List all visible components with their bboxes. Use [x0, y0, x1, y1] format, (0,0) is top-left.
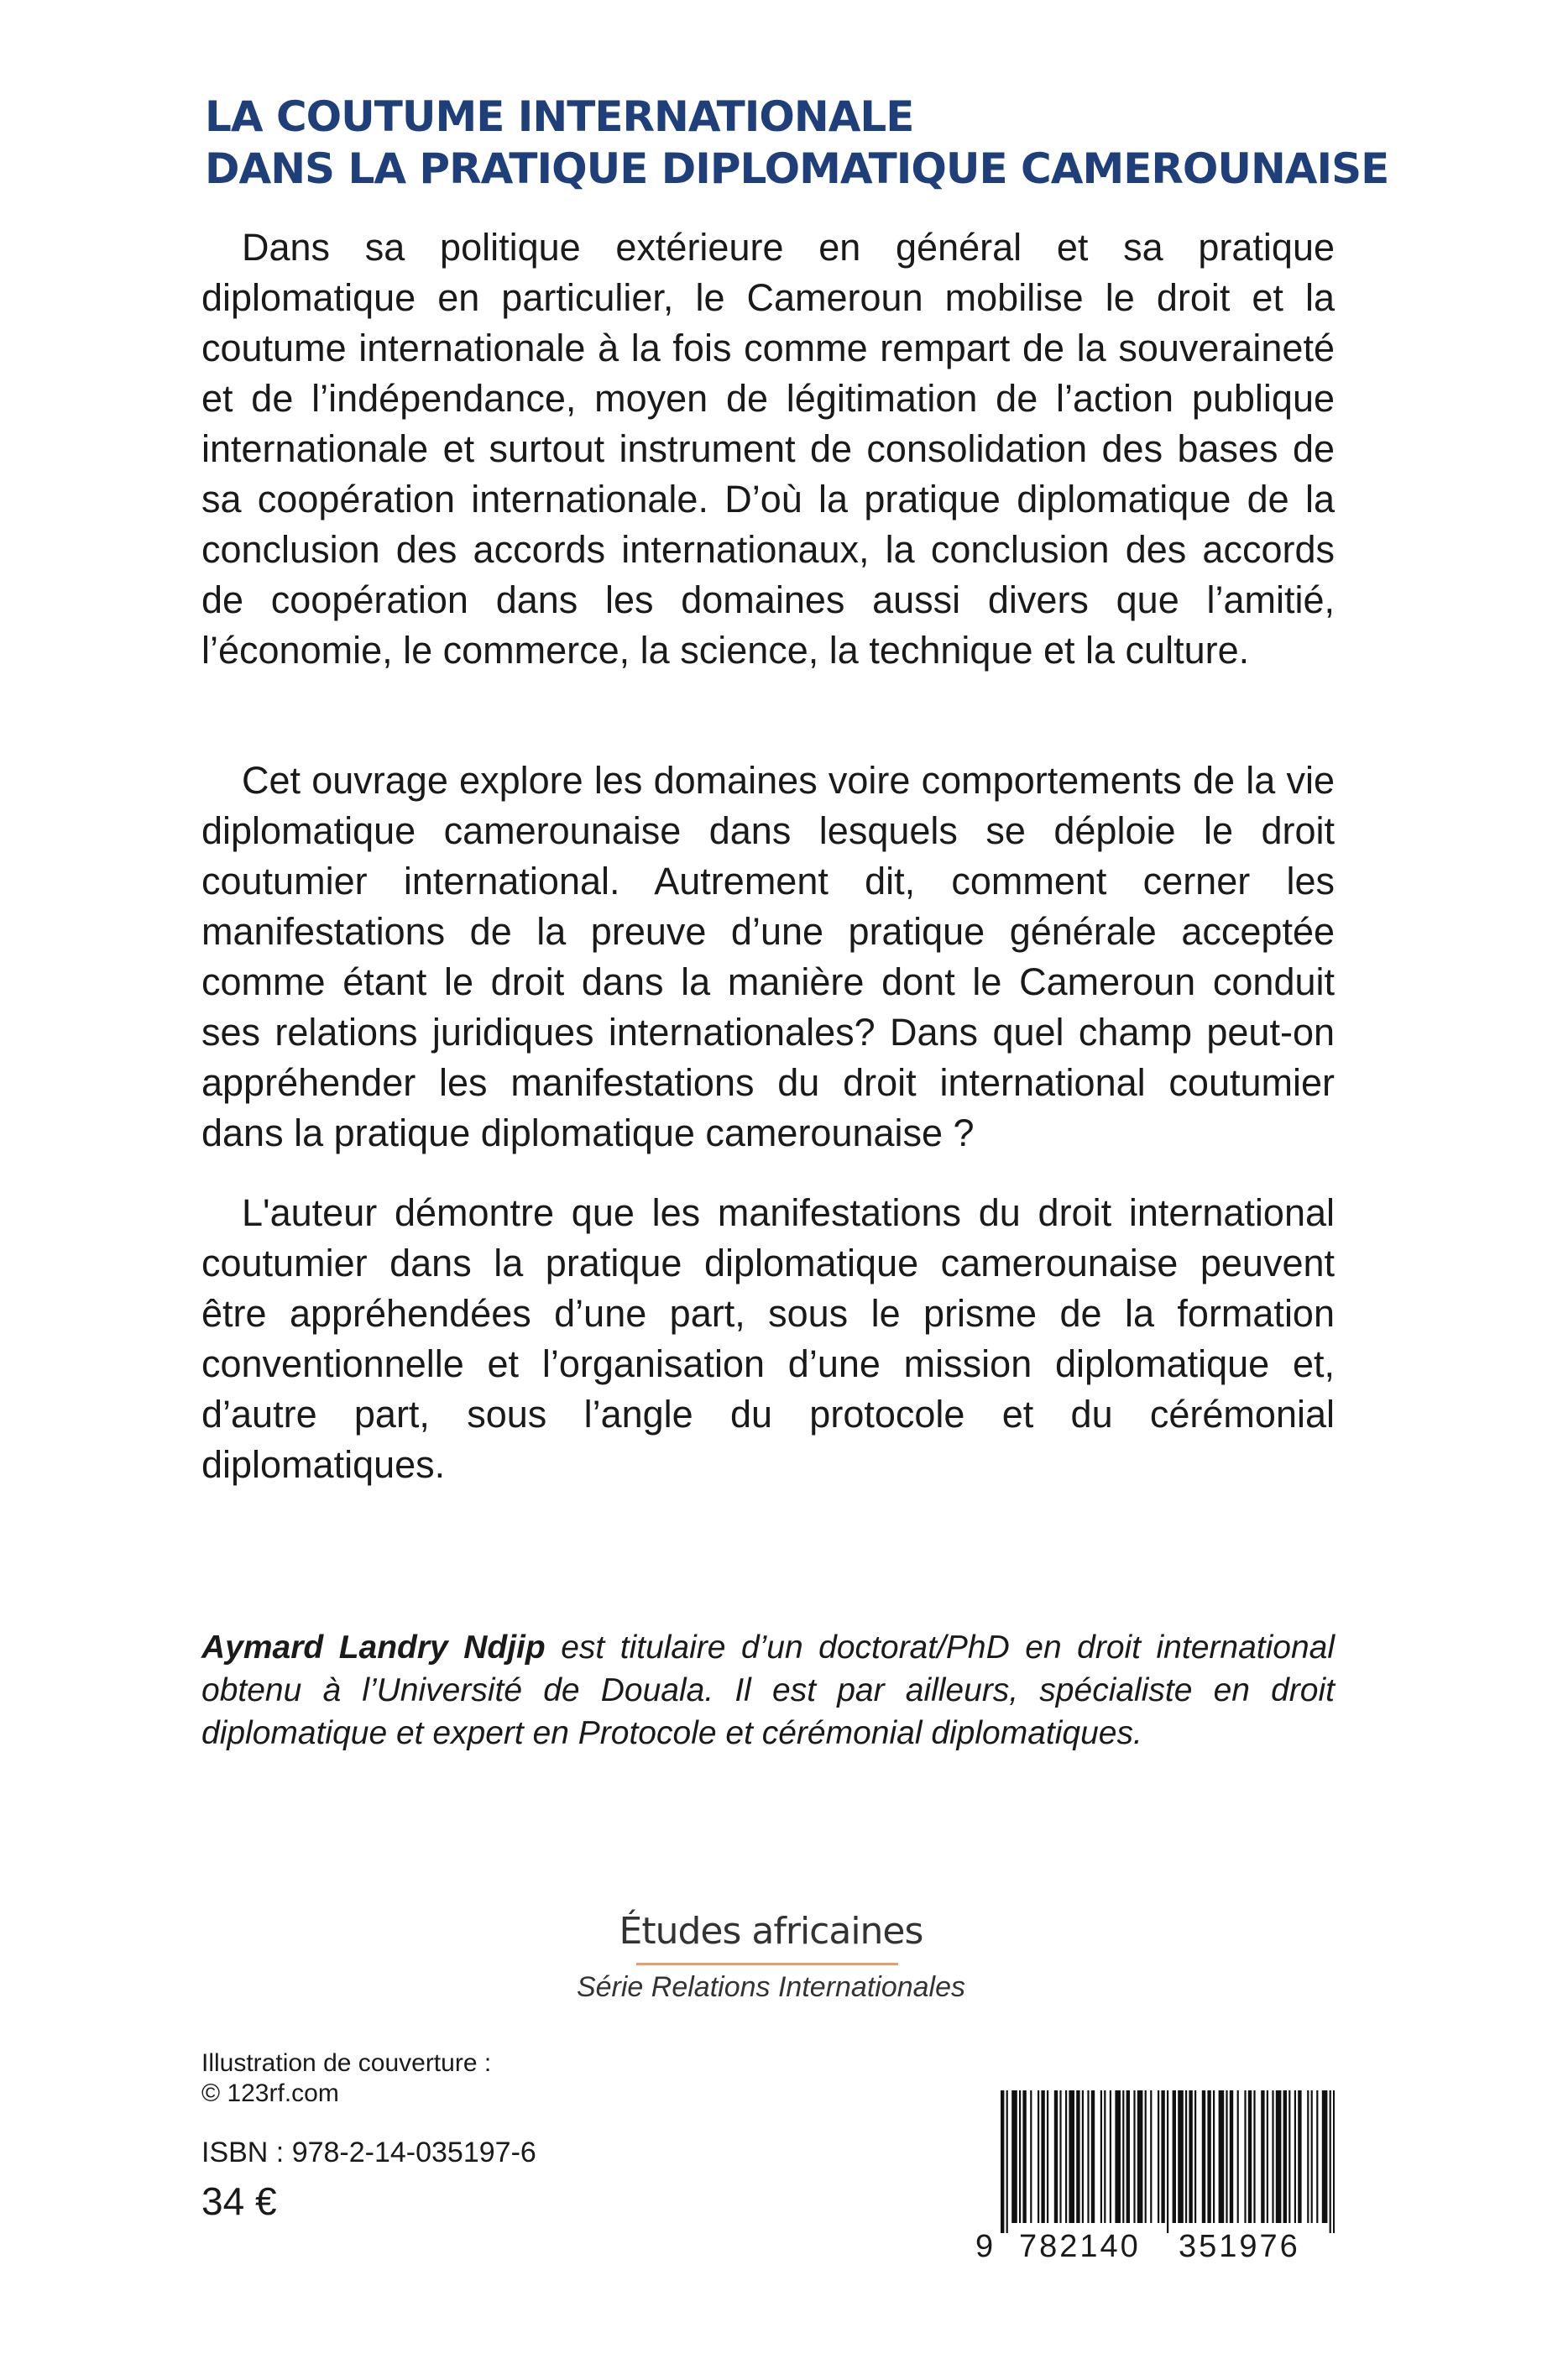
barcode-bar: [1261, 2090, 1264, 2223]
barcode-bar: [1038, 2090, 1039, 2223]
summary-paragraph-1: [201, 222, 1335, 676]
barcode-bar: [1059, 2090, 1061, 2223]
barcode-bar: [1001, 2090, 1004, 2233]
barcode-bar: [1076, 2090, 1079, 2223]
barcode-bar: [1091, 2090, 1095, 2223]
barcode-bar: [1047, 2090, 1048, 2223]
barcode-bar: [1087, 2090, 1089, 2223]
barcode-bar: [1167, 2090, 1168, 2233]
barcode-bar: [1307, 2090, 1309, 2223]
author-name: Aymard Landry Ndjip: [201, 1629, 546, 1666]
isbn: ISBN : 978-2-14-035197-6: [201, 2137, 536, 2168]
barcode-bar: [1100, 2090, 1102, 2223]
barcode-bar: [1069, 2090, 1074, 2223]
barcode-bar: [1213, 2090, 1215, 2223]
cover-credit-source: © 123rf.com: [201, 2079, 339, 2107]
series-subtitle: Série Relations Internationales: [576, 1971, 966, 2003]
barcode-bar: [1194, 2090, 1196, 2223]
barcode-bar: [1298, 2090, 1301, 2223]
barcode-bar: [1202, 2090, 1205, 2223]
barcode-bar: [1011, 2090, 1017, 2223]
barcode-bar: [1150, 2090, 1152, 2223]
title-line-1: LA COUTUME INTERNATIONALE: [205, 92, 914, 141]
barcode-bar: [1082, 2090, 1084, 2223]
author-bio-text: est titulaire d’un doctorat/PhD en droit international obtenu à l’Université de Douala. Il est par ailleurs, spécialiste en droit diplomatique et expert en Protocole et cérémonial diplomatiques.: [201, 1629, 1335, 1751]
barcode-bar: [1185, 2090, 1187, 2223]
barcode-bar: [1173, 2090, 1176, 2223]
series-divider: [636, 1963, 898, 1965]
barcode-bar: [1288, 2090, 1290, 2223]
barcode-bar: [1230, 2090, 1233, 2223]
paragraph-text: Cet ouvrage explore les domaines voire comportements de la vie diplomatique camerounaise dans lesquels se déploie le droit coutumier international. Autrement dit, comment cerner les manifestations de la preuve d’une pratique générale acceptée comme étant le droit dans la manière dont le Cameroun conduit ses relations juridiques internationales? Dans quel champ peut-on appréhender les manifestations du droit international coutumier dans la pratique diplomatique camerounaise ?: [201, 759, 1335, 1154]
barcode-bar: [1022, 2090, 1026, 2223]
barcode-bar: [1126, 2090, 1130, 2223]
barcode-bar: [1311, 2090, 1313, 2223]
barcode-bar: [1244, 2090, 1246, 2223]
barcode-bar: [1267, 2090, 1268, 2223]
barcode-bar: [1207, 2090, 1210, 2223]
barcode-bar: [1272, 2090, 1273, 2223]
barcode-bar: [1248, 2090, 1252, 2223]
book-title: [205, 91, 1389, 195]
barcode: [999, 2090, 1335, 2233]
paragraph-text: L'auteur démontre que les manifestations du droit international coutumier dans la pratique diplomatique camerounaise peuvent être appréhendées d’une part, sous le prisme de la formation conventionnelle et l’organisation d’une mission diplomatique et, d’autre part, sous l’angle du protocole et du cérémonial diplomatiques.: [201, 1191, 1335, 1486]
barcode-bar: [1333, 2090, 1335, 2233]
barcode-bar: [1226, 2090, 1227, 2223]
barcode-bar: [1115, 2090, 1121, 2223]
barcode-digit-first: 9: [975, 2229, 996, 2264]
barcode-bar: [1276, 2090, 1282, 2223]
barcode-bar: [1283, 2090, 1287, 2223]
barcode-digits-right: 351976: [1179, 2229, 1300, 2264]
barcode-bar: [1104, 2090, 1106, 2223]
barcode-bar: [1161, 2090, 1164, 2223]
cover-credit: [201, 2048, 491, 2109]
barcode-bar: [1041, 2090, 1044, 2223]
barcode-bar: [1322, 2090, 1328, 2223]
barcode-bar: [1065, 2090, 1067, 2223]
summary-paragraph-3: [201, 1188, 1335, 1490]
paragraph-text: Dans sa politique extérieure en général et sa pratique diplomatique en particulier, le Cameroun mobilise le droit et la coutume internationale à la fois comme rempart de la souveraineté et de l’indépendance, moyen de légitimation de l’action publique internationale et surtout instrument de consolidation des bases de sa coopération internationale. D’où la pratique diplomatique de la conclusion des accords internationaux, la conclusion des accords de coopération dans les domaines aussi divers que l’amitié, l’économie, le commerce, la science, la technique et la culture.: [201, 226, 1335, 672]
author-bio: [201, 1626, 1335, 1755]
barcode-bar: [1030, 2090, 1032, 2223]
barcode-bar: [1330, 2090, 1331, 2233]
barcode-bar: [1219, 2090, 1225, 2223]
summary-paragraph-2: [201, 756, 1335, 1159]
barcode-digits-left: 782140: [1019, 2229, 1141, 2264]
price: 34 €: [201, 2179, 277, 2223]
barcode-bar: [1054, 2090, 1058, 2223]
barcode-bar: [1145, 2090, 1147, 2223]
barcode-bar: [1158, 2090, 1159, 2223]
title-line-2: DANS LA PRATIQUE DIPLOMATIQUE CAMEROUNAISE: [205, 144, 1389, 193]
barcode-bar: [1178, 2090, 1184, 2223]
barcode-bar: [1253, 2090, 1255, 2223]
barcode-bar: [1137, 2090, 1143, 2223]
barcode-bar: [1189, 2090, 1192, 2223]
barcode-bar: [1122, 2090, 1124, 2223]
barcode-bar: [1294, 2090, 1296, 2223]
barcode-bar: [1019, 2090, 1021, 2223]
barcode-bar: [1237, 2090, 1239, 2223]
barcode-bar: [1133, 2090, 1135, 2223]
barcode-bar: [1316, 2090, 1318, 2223]
barcode-bar: [1006, 2090, 1008, 2233]
barcode-bar: [1110, 2090, 1111, 2223]
cover-credit-label: Illustration de couverture :: [201, 2049, 492, 2077]
series-name: Études africaines: [619, 1910, 923, 1953]
